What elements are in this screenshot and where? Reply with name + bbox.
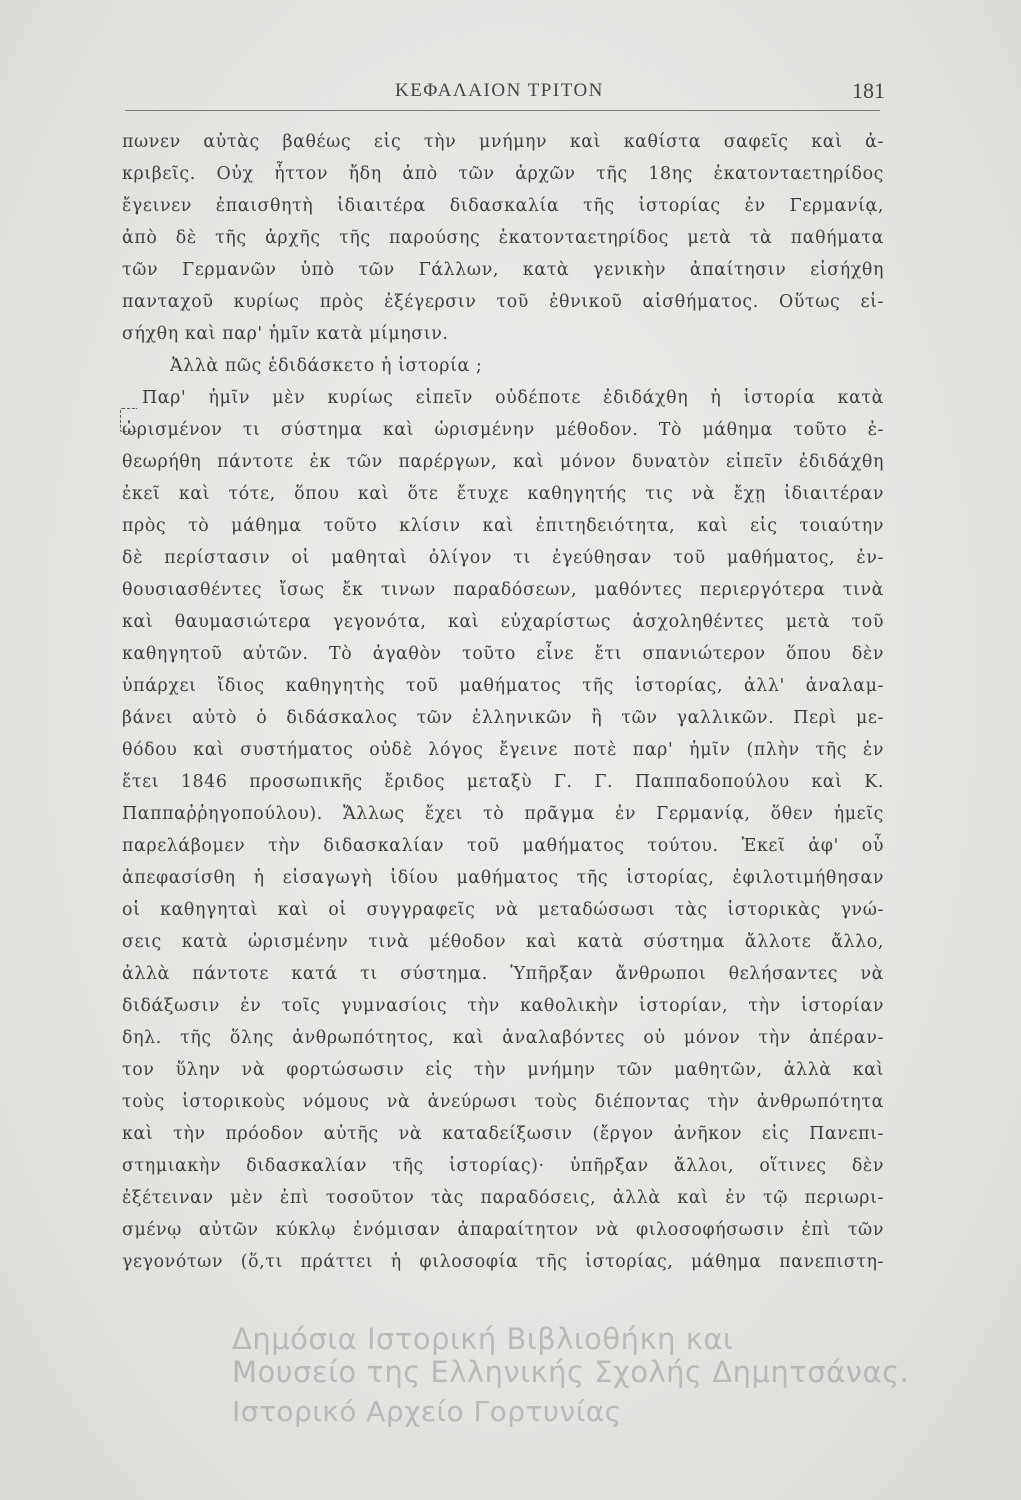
text-line: θουσιασθέντες ἴσως ἔκ τινων παραδόσεων, μαθόντες περιεργότερα τινὰ [122, 580, 884, 600]
body-text [122, 126, 884, 1396]
text-line: θόδου καὶ συστήματος οὐδὲ λόγος ἔγεινε ποτὲ παρ' ἡμῖν (πλὴν τῆς ἐν [122, 740, 884, 760]
text-line: ὑπάρχει ἴδιος καθηγητὴς τοῦ μαθήματος τῆς ἱστορίας, ἀλλ' ἀναλαμ- [122, 676, 884, 696]
text-line: Ἀλλὰ πῶς ἐδιδάσκετο ἡ ἱστορία ; [170, 356, 483, 376]
text-line: τον ὕλην νὰ φορτώσωσιν εἰς τὴν μνήμην τῶν μαθητῶν, ἀλλὰ καὶ [122, 1060, 884, 1080]
running-head [125, 74, 885, 104]
header-rule [125, 110, 880, 111]
text-line: βάνει αὐτὸ ὁ διδάσκαλος τῶν ἑλληνικῶν ἢ τῶν γαλλικῶν. Περὶ με- [122, 708, 884, 728]
text-line: δὲ περίστασιν οἱ μαθηταὶ ὀλίγον τι ἐγεύθησαν τοῦ μαθήματος, ἐν- [122, 548, 884, 568]
text-line: ὡρισμένον τι σύστημα καὶ ὡρισμένην μέθοδον. Τὸ μάθημα τοῦτο ἐ- [122, 420, 884, 440]
text-line: ἐξέτειναν μὲν ἐπὶ τοσοῦτον τὰς παραδόσεις, ἀλλὰ καὶ ἐν τῷ περιωρι- [122, 1188, 884, 1208]
text-line: Παρ' ἡμῖν μὲν κυρίως εἰπεῖν οὐδέποτε ἐδιδάχθη ἡ ἱστορία κατὰ [142, 388, 884, 408]
text-line: καθηγητοῦ αὐτῶν. Τὸ ἀγαθὸν τοῦτο εἶνε ἔτι σπανιώτερον ὅπου δὲν [122, 644, 884, 664]
text-line: γεγονότων (ὅ,τι πράττει ἡ φιλοσοφία τῆς ἱστορίας, μάθημα πανεπιστη- [122, 1252, 884, 1272]
text-line: κριβεῖς. Οὐχ ἧττον ἤδη ἀπὸ τῶν ἀρχῶν τῆς 18ης ἑκατονταετηρίδος [122, 164, 884, 184]
watermark-line: Ιστορικό Αρχείο Γορτυνίας [232, 1395, 622, 1428]
watermark-line: Δημόσια Ιστορική Βιβλιοθήκη και [232, 1322, 734, 1356]
text-line: ἔτει 1846 προσωπικῆς ἔριδος μεταξὺ Γ. Γ. Παππαδοπούλου καὶ Κ. [122, 772, 884, 792]
text-line: ἔγεινεν ἐπαισθητὴ ἰδιαιτέρα διδασκαλία τῆς ἱστορίας ἐν Γερμανίᾳ, [122, 196, 884, 216]
text-line: πρὸς τὸ μάθημα τοῦτο κλίσιν καὶ ἐπιτηδειότητα, καὶ εἰς τοιαύτην [122, 516, 884, 536]
text-line: ἀπεφασίσθη ἡ εἰσαγωγὴ ἰδίου μαθήματος τῆς ἱστορίας, ἐφιλοτιμήθησαν [122, 868, 884, 888]
text-line: διδάξωσιν ἐν τοῖς γυμνασίοις τὴν καθολικὴν ἱστορίαν, τὴν ἱστορίαν [122, 996, 884, 1016]
text-line: σμένῳ αὐτῶν κύκλῳ ἐνόμισαν ἀπαραίτητον νὰ φιλοσοφήσωσιν ἐπὶ τῶν [122, 1220, 884, 1240]
page-number: 181 [852, 78, 885, 103]
text-line: καὶ θαυμασιώτερα γεγονότα, καὶ εὐχαρίστως ἀσχοληθέντες μετὰ τοῦ [122, 612, 884, 632]
chapter-title: ΚΕΦΑΛΑΙΟΝ ΤΡΙΤΟΝ [395, 80, 604, 101]
text-line: ἀπὸ δὲ τῆς ἀρχῆς τῆς παρούσης ἑκατονταετηρίδος μετὰ τὰ παθήματα [122, 228, 884, 248]
text-line: τῶν Γερμανῶν ὑπὸ τῶν Γάλλων, κατὰ γενικὴν ἀπαίτησιν εἰσήχθη [122, 260, 884, 280]
text-line: σεις κατὰ ὡρισμένην τινὰ μέθοδον καὶ κατὰ σύστημα ἄλλοτε ἄλλο, [122, 932, 884, 952]
text-line: τοὺς ἱστορικοὺς νόμους νὰ ἀνεύρωσι τοὺς διέποντας τὴν ἀνθρωπότητα [122, 1092, 884, 1112]
text-line: Παππαῤῥηγοπούλου). Ἄλλως ἔχει τὸ πρᾶγμα ἐν Γερμανίᾳ, ὅθεν ἡμεῖς [122, 804, 884, 824]
text-line: πωνεν αὐτὰς βαθέως εἰς τὴν μνήμην καὶ καθίστα σαφεῖς καὶ ἀ- [122, 132, 884, 152]
text-line: παρελάβομεν τὴν διδασκαλίαν τοῦ μαθήματος τούτου. Ἐκεῖ ἀφ' οὗ [122, 836, 884, 856]
text-line: δηλ. τῆς ὅλης ἀνθρωπότητος, καὶ ἀναλαβόντες οὐ μόνον τὴν ἀπέραν- [122, 1028, 884, 1048]
text-line: οἱ καθηγηταὶ καὶ οἱ συγγραφεῖς νὰ μεταδώσωσι τὰς ἱστορικὰς γνώ- [122, 900, 884, 920]
text-line: στημιακὴν διδασκαλίαν τῆς ἱστορίας)· ὑπῆρξαν ἄλλοι, οἵτινες δὲν [122, 1156, 884, 1176]
text-line: ἐκεῖ καὶ τότε, ὅπου καὶ ὅτε ἔτυχε καθηγητής τις νὰ ἔχῃ ἰδιαιτέραν [122, 484, 884, 504]
text-line: καὶ τὴν πρόοδον αὐτῆς νὰ καταδείξωσιν (ἔργον ἀνῆκον εἰς Πανεπι- [122, 1124, 884, 1144]
text-line: ἀλλὰ πάντοτε κατά τι σύστημα. Ὑπῆρξαν ἄνθρωποι θελήσαντες νὰ [122, 964, 884, 984]
watermark-line: Μουσείο της Ελληνικής Σχολής Δημητσάνας. [232, 1355, 910, 1389]
text-line: θεωρήθη πάντοτε ἐκ τῶν παρέργων, καὶ μόνον δυνατὸν εἰπεῖν ἐδιδάχθη [122, 452, 884, 472]
text-line: πανταχοῦ κυρίως πρὸς ἐξέγερσιν τοῦ ἐθνικοῦ αἰσθήματος. Οὕτως εἰ- [122, 292, 884, 312]
text-line: σήχθη καὶ παρ' ἡμῖν κατὰ μίμησιν. [122, 324, 449, 344]
